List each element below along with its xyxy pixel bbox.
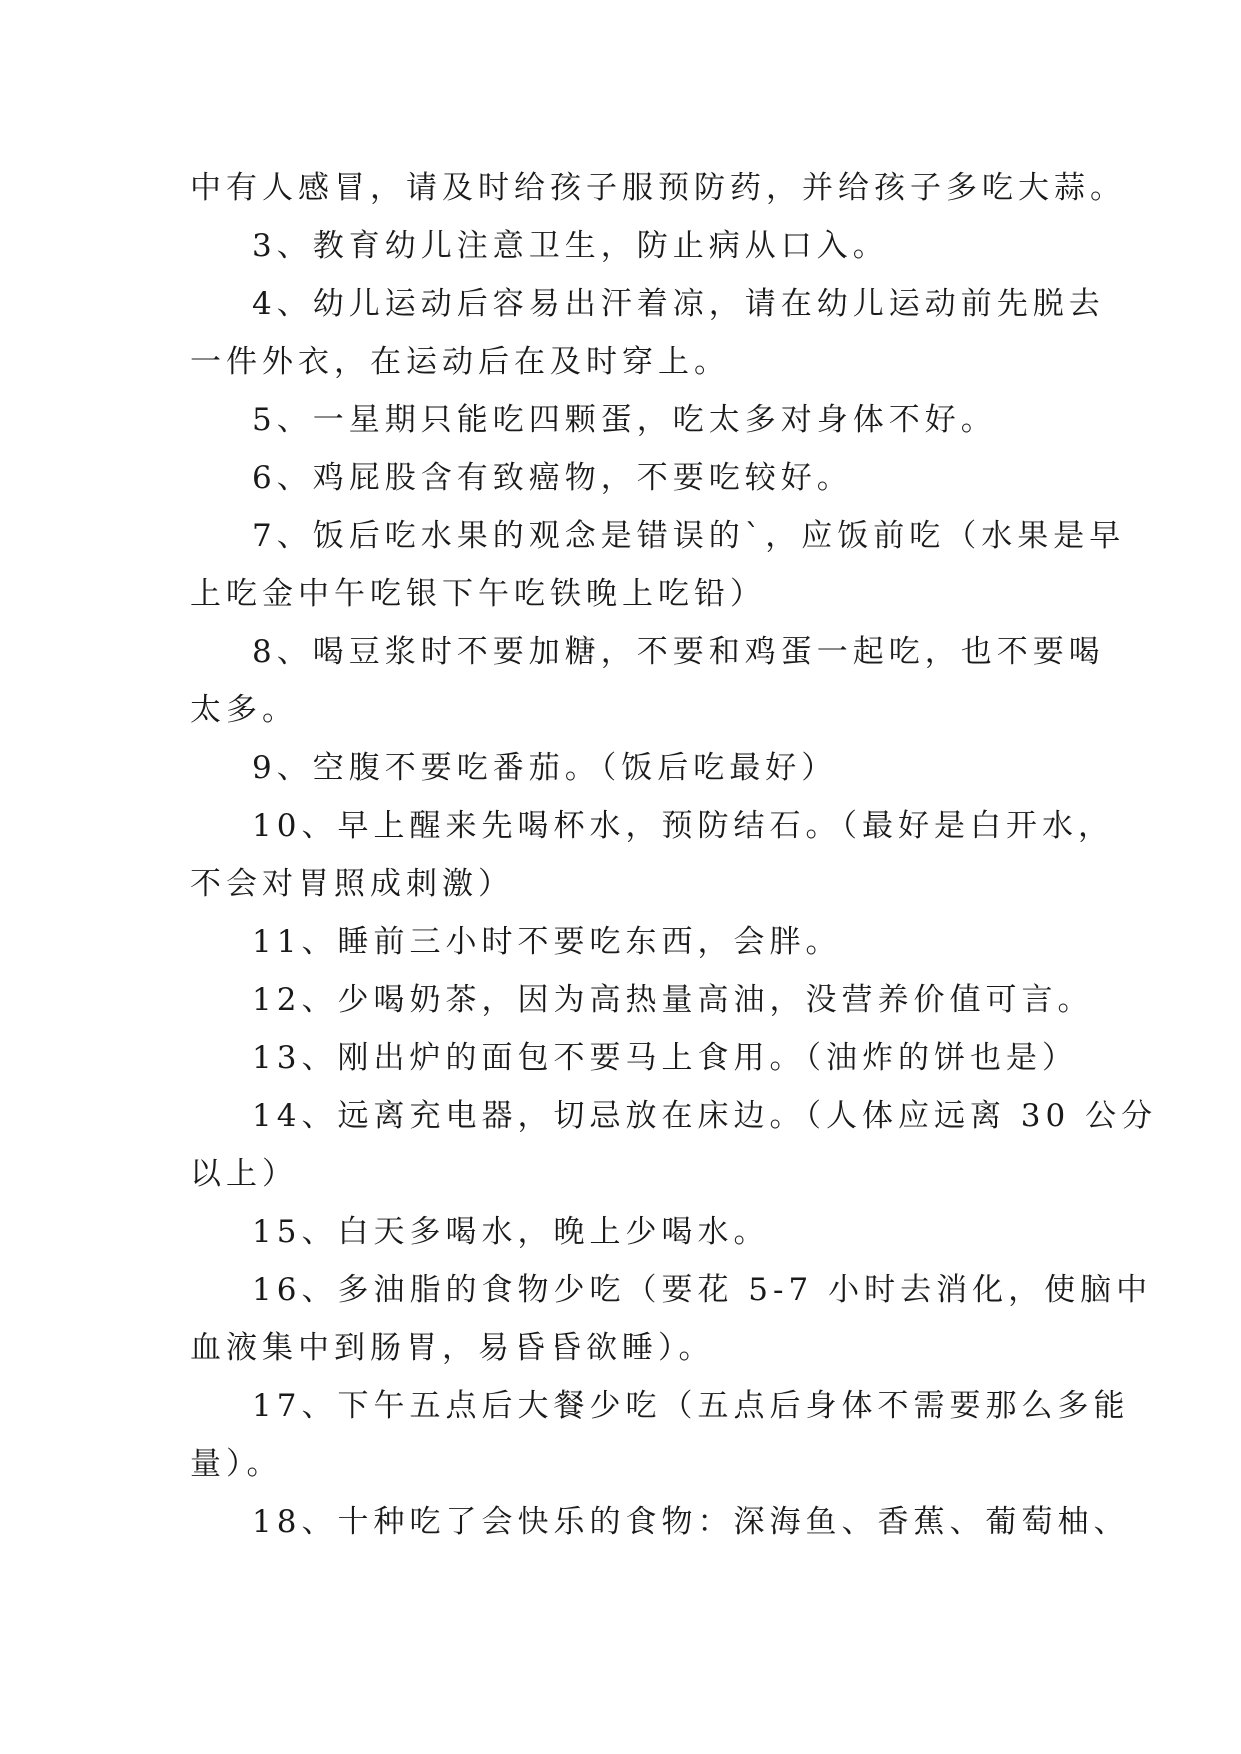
text-line: 一件外衣，在运动后在及时穿上。 xyxy=(190,344,730,380)
text-line: 不会对胃照成刺激） xyxy=(190,866,514,902)
text-line: 量）。 xyxy=(190,1446,283,1482)
text-line: 11、睡前三小时不要吃东西，会胖。 xyxy=(252,924,842,960)
text-line: 15、白天多喝水，晚上少喝水。 xyxy=(252,1214,770,1250)
text-line: 13、刚出炉的面包不要马上食用。（油炸的饼也是） xyxy=(252,1040,1078,1076)
text-line: 以上） xyxy=(190,1156,298,1192)
text-line: 18、十种吃了会快乐的食物：深海鱼、香蕉、葡萄柚、 xyxy=(252,1504,1130,1540)
text-line: 14、远离充电器，切忌放在床边。（人体应远离 30 公分 xyxy=(252,1098,1158,1134)
text-line: 16、多油脂的食物少吃（要花 5-7 小时去消化，使脑中 xyxy=(252,1272,1153,1308)
text-line: 上吃金中午吃银下午吃铁晚上吃铅） xyxy=(190,576,766,612)
text-line: 中有人感冒，请及时给孩子服预防药，并给孩子多吃大蒜。 xyxy=(190,170,1126,206)
text-line: 8、喝豆浆时不要加糖，不要和鸡蛋一起吃，也不要喝 xyxy=(252,634,1105,670)
text-line: 太多。 xyxy=(190,692,298,728)
text-line: 12、少喝奶茶，因为高热量高油，没营养价值可言。 xyxy=(252,982,1094,1018)
text-line: 5、一星期只能吃四颗蛋，吃太多对身体不好。 xyxy=(252,402,997,438)
text-line: 血液集中到肠胃，易昏昏欲睡）。 xyxy=(190,1330,715,1366)
text-line: 10、早上醒来先喝杯水，预防结石。（最好是白开水， xyxy=(252,808,1114,844)
text-line: 6、鸡屁股含有致癌物，不要吃较好。 xyxy=(252,460,853,496)
text-line: 3、教育幼儿注意卫生，防止病从口入。 xyxy=(252,228,889,264)
text-line: 17、下午五点后大餐少吃（五点后身体不需要那么多能 xyxy=(252,1388,1130,1424)
text-line: 7、饭后吃水果的观念是错误的`，应饭前吃（水果是早 xyxy=(252,518,1126,554)
text-line: 9、空腹不要吃番茄。（饭后吃最好） xyxy=(252,750,838,786)
text-line: 4、幼儿运动后容易出汗着凉，请在幼儿运动前先脱去 xyxy=(252,286,1105,322)
